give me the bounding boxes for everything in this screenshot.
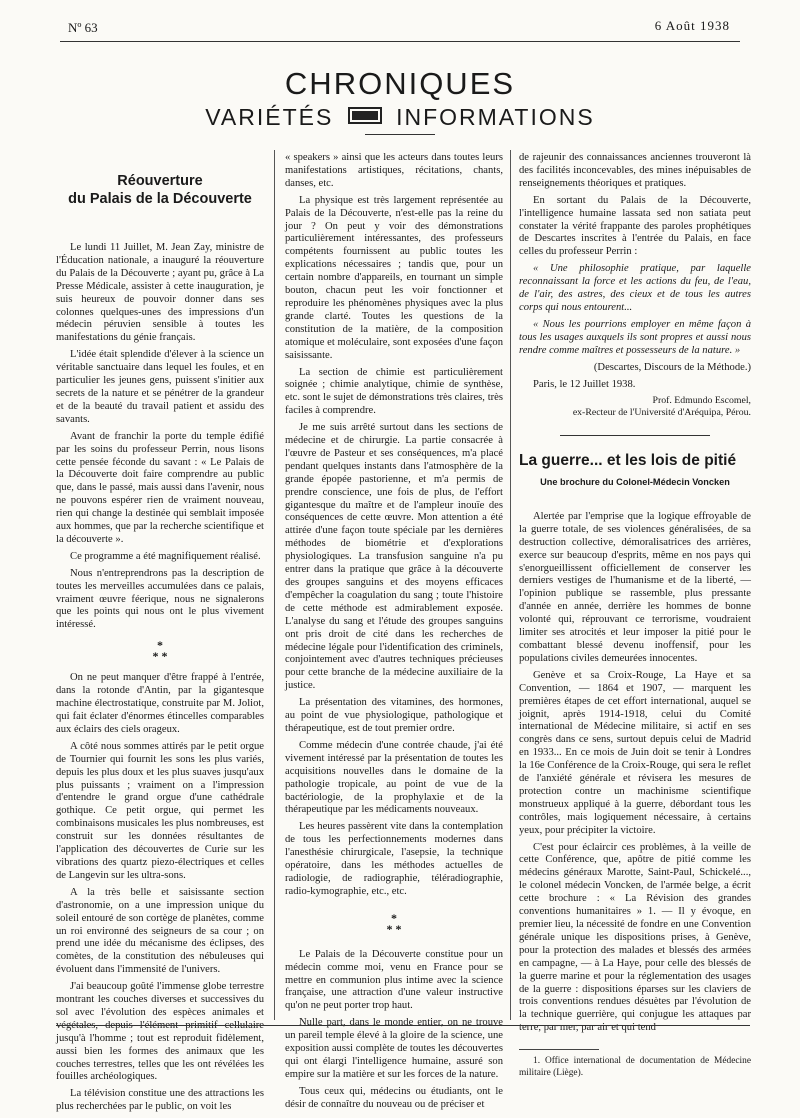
footnote: 1. Office international de documentation de Médecine militaire (Liège). (519, 1056, 751, 1078)
paragraph: En sortant du Palais de la Découverte, l'intelligence humaine lassata sed non satiata peut constater la vérité frappante des paroles prophétiques de Descartes inscrites à l'entrée du Palais, en face celles du professeur Perrin : (519, 194, 751, 258)
ornament-icon (348, 107, 382, 124)
masthead-subtitle (0, 102, 800, 132)
column-divider (510, 150, 511, 1020)
paragraph: Avant de franchir la porte du temple édifié par les soins du professeur Perrin, nous lisons cette pensée féconde du savant : « Le Palais de la Découverte doit faire comprendre au public que, dans le passé, mais aussi dans l'avenir, nous ne pouvons espérer rien de vraiment nouveau, rien qui change la destinée qui semblait imposée aux hommes, que par la recherche scientifique et la découverte ». (56, 430, 264, 545)
citation: (Descartes, Discours de la Méthode.) (593, 361, 751, 373)
issue-date: 6 Août 1938 (654, 18, 730, 33)
paragraph: Nulle part, dans le monde entier, on ne trouve un pareil temple élevé à la gloire de la science, une exposition aussi complète de toutes les découvertes qui ont élargi l'intelligence humaine, assuré son empire sur la matière et sur les forces de la nature. (285, 1017, 503, 1080)
article-separator (560, 435, 710, 436)
place-date: Paris, le 12 Juillet 1938. (533, 378, 636, 390)
paragraph: La télévision constitue une des attractions les plus recherchées par le public, on voit les (56, 1088, 264, 1113)
paragraph: Les heures passèrent vite dans la contemplation de tous les perfectionnements modernes dans l'anesthésie chirurgicale, l'asepsie, la technique opératoire, dans les méthodes actuelles de radiologie, de radiographie, téléradiographie, radio-kymographie, etc., etc. (285, 821, 503, 897)
paragraph: Tous ceux qui, médecins ou étudiants, ont le désir de connaître du nouveau ou de préciser et (285, 1085, 503, 1110)
paragraph: « speakers » ainsi que les acteurs dans toutes leurs manifestations artistiques, récitations, chants, danses, etc. (285, 152, 503, 189)
descartes-quote (519, 263, 751, 357)
column-2 (285, 152, 503, 1116)
paragraph: Nous n'entreprendrons pas la description de toutes les merveilles accumulées dans ce palais, vraiment œuvre féerique, nous ne signalerons que les points qui nous ont le plus vivement intéressé. (56, 567, 264, 631)
paragraph: Genève et sa Croix-Rouge, La Haye et sa Convention, — 1864 et 1907, — marquent les premières étapes de cet effort international, auquel se joignit, après 1914-1918, celui du Comité international de Médecine militaire, si actif en ses congrès dans ce sens, surtout depuis celui de Madrid en 1933... En ce mois de Juin doit se tenir à Londres la 16e Conférence de la Croix-Rouge, qui sera le reflet de l'anxiété générale et révisera les mesures de protection contre un machinisme scientifique monstrueux appliqué à la guerre, débordant tous les contrôles, mais logiquement nécessaire, à certains yeux, pour précipiter la victoire. (519, 669, 751, 836)
paragraph: La physique est très largement représentée au Palais de la Découverte, n'est-elle pas la reine du jour ? On peut y voir des démonstrations particulièrement intéressantes, des professeurs compétents fournissent au public toutes les explications nécessaires ; tandis que, pour un certain nombre d'appareils, en tournant un simple bouton, chacun peut les voir fonctionner et reproduire les phénomènes physiques avec la plus grande clarté. Toutes les questions de la constitution de la matière, de la composition atomique et moléculaire, sont exposées d'une façon saisissante. (285, 194, 503, 361)
quote-paragraph: « Nous les pourrions employer en même façon à tous les usages auxquels ils sont propres et aussi nous rendre comme maîtres et possesseurs de la nature. » (519, 318, 751, 356)
paragraph: C'est pour éclaircir ces problèmes, à la veille de cette Conférence, que, apôtre de pitié comme les médecins généraux Marotte, Saint-Paul, Schickelé..., le colonel médecin Voncken, de l'armée belge, a écrit cette brochure : « La Révision des grandes conventions humanitaires » 1. — Il y évoque, en premier lieu, la nécessité de fondre en une Convention générale unique les dispositions prises, à Genève, pour la protection des malades et blessés des armées en campagne, — à La Haye, pour celle des blessés de la guerre marine et pour la réglementation des usages de la guerre : dispositions éparses sur les claviers de trois conventions rendues désuètes par l'évolution de la technique guerrière, qui conjugue les attaques par terre, par mer, par air et qui tend (519, 841, 751, 1034)
paragraph: On ne peut manquer d'être frappé à l'entrée, dans la rotonde d'Antin, par la gigantesque machine électrostatique, construite par M. Joliot, qui fait éclater d'énormes étincelles comparables aux éclairs des ciels orageux. (56, 672, 264, 735)
issue-number: Nº 63 (68, 20, 98, 35)
masthead-informations: INFORMATIONS (396, 104, 595, 130)
paragraph: Je me suis arrêté surtout dans les sections de médecine et de chirurgie. La partie consacrée à l'œuvre de Pasteur et ses conséquences, m'a placé pendant quelques instants dans l'atmosphère de la grande épopée pastorienne, et m'a permis de prendre conscience, une fois de plus, de l'effort gigantesque du maître et de l'ampleur inouïe des conséquences de cette œuvre. Mon attention a été attirée d'une façon toute spéciale par les dernières méthodes de biométrie et d'explorations physiologiques. La transfusion sanguine n'a pu entrer dans la pratique que grâce à la découverte des groupes sanguins et des moyens efficaces d'empêcher la coagulation du sang ; toute l'histoire de cette méthode est admirablement exposée. L'analyse du sang et l'étude des groupes sanguins ont pris droit de cité dans les recherches de médecine légale pour l'identification des criminels, conjointement avec d'autres techniques précieuses pour cette branche de la médecine auxiliaire de la justice. (285, 422, 503, 692)
column-3 (519, 152, 751, 452)
section-separator: * * * (152, 638, 168, 664)
col1-body-b (56, 672, 264, 1114)
bottom-rule (56, 1025, 750, 1026)
paragraph: Le lundi 11 Juillet, M. Jean Zay, ministre de l'Éducation nationale, a inauguré la réouverture du Palais de la Découverte ; ayant pu, grâce à La Presse Médicale, assister à cette inauguration, je suis heureux de pouvoir donner dans ses colonnes quelques-unes des impressions d'un médecin péruvien sensible à toutes les manifestations du génie français. (56, 242, 264, 344)
paragraph: La présentation des vitamines, des hormones, au point de vue physiologique, pathologique et thérapeutique, est de tout premier ordre. (285, 697, 503, 734)
masthead-rule (365, 134, 435, 135)
author-title: ex-Recteur de l'Université d'Aréquipa, Pérou. (572, 407, 751, 419)
paragraph: Ce programme a été magnifiquement réalisé. (70, 550, 261, 562)
col1-body (56, 242, 264, 632)
paragraph: Comme médecin d'une contrée chaude, j'ai été vivement intéressé par la présentation de toutes les acquisitions nouvelles dans le domaine de la pathologie tropicale, au point de vue de la bactériologie, de la prophylaxie et de la thérapeutique par les médicaments nouveaux. (285, 739, 503, 816)
article-2-title: La guerre... et les lois de pitié (519, 452, 737, 469)
masthead-varietes: VARIÉTÉS (205, 104, 334, 130)
article-2 (519, 452, 751, 1079)
paragraph: J'ai beaucoup goûté l'immense globe terrestre montrant les couches diverses et successives du sol avec l'évolution des espèces animales et végétales, depuis l'élément primitif cellulaire jusqu'à l'homme ; tout est reproduit fidèlement, aussi bien les formes des animaux que les couches terrestres, telles que les ont révélées les fouilles archéologiques. (56, 981, 264, 1083)
column-divider (274, 150, 275, 1020)
quote-paragraph: « Une philosophie pratique, par laquelle reconnaissant la force et les actions du feu, de l'eau, de l'air, des astres, des cieux et de tous les autres corps qui nous entourent... (519, 263, 751, 313)
footnote-rule (519, 1049, 599, 1050)
section-separator: * * * (386, 910, 402, 936)
article-2-subtitle: Une brochure du Colonel-Médecin Voncken (540, 477, 730, 487)
paragraph: A côté nous sommes attirés par le petit orgue de Tournier qui fournit les sons les plus variés, depuis les plus doux et les plus suaves jusqu'aux plus puissants ; vraiment on a l'impression d'entendre le grand orgue d'une cathédrale gothique. Ce petit orgue, qui permet les combinaisons musicales les plus nombreuses, est construit sur les données résultantes de l'application des découvertes de Curie sur les vibrations des quartz piezo-électriques et celles de Langevin sur les ultra-sons. (56, 740, 264, 881)
paragraph: A la très belle et saisissante section d'astronomie, on a une impression unique du soleil entouré de son cortège de planètes, comme un roi environné des seigneurs de sa cour ; on prend une idée du mécanisme des éclipses, des comètes, de la constitution des nébuleuses qui évoluent dans l'immensité de l'univers. (56, 886, 264, 976)
paragraph: Alertée par l'emprise que la logique effroyable de la guerre totale, de ses violences généralisées, de sa destruction collective, démoralisatrices des arrières, exerce sur beaucoup d'esprits, même en nos pays qui s'enorgueillissent officiellement de conserver les derniers vestiges de l'humanisme et de la liberté, — l'opinion publique se rassemble, plus pressante d'année en année, derrière les hommes de bonne volonté qui, réprouvant ce terrorisme, voudraient limiter ses atrocités et leur imposer la pitié pour le combattant blessé devenu inoffensif, pour les populations civiles demeurées innocentes. (519, 510, 751, 664)
article-title-line-2: du Palais de la Découverte (68, 191, 252, 207)
paragraph: de rajeunir des connaissances anciennes trouveront là des facilités inconcevables, des mines inépuisables de renseignements théoriques et pratiques. (519, 152, 751, 189)
paragraph: La section de chimie est particulièrement soignée ; chimie analytique, chimie de synthèse, etc. sont le sujet de démonstrations très claires, très faciles à comprendre. (285, 366, 503, 417)
header-rule (60, 41, 740, 42)
paragraph: Le Palais de la Découverte constitue pour un médecin comme moi, venu en France pour se mettre en communion plus intime avec la science française, une attraction d'une valeur instructive qu'on ne peut porter trop haut. (285, 948, 503, 1012)
article-title-line-1: Réouverture (117, 173, 203, 189)
masthead-title: CHRONIQUES (284, 66, 516, 101)
masthead (0, 68, 800, 132)
author-name: Prof. Edmundo Escomel, (652, 395, 751, 407)
paragraph: L'idée était splendide d'élever à la science un véritable sanctuaire dans lequel les foules, et en particulier les jeunes gens, puissent s'initier aux secrets de la nature et se pénétrer de la grandeur et de la beauté du travail patient et assidu des savants. (56, 349, 264, 425)
article-title (56, 172, 264, 208)
column-1 (56, 172, 264, 1118)
